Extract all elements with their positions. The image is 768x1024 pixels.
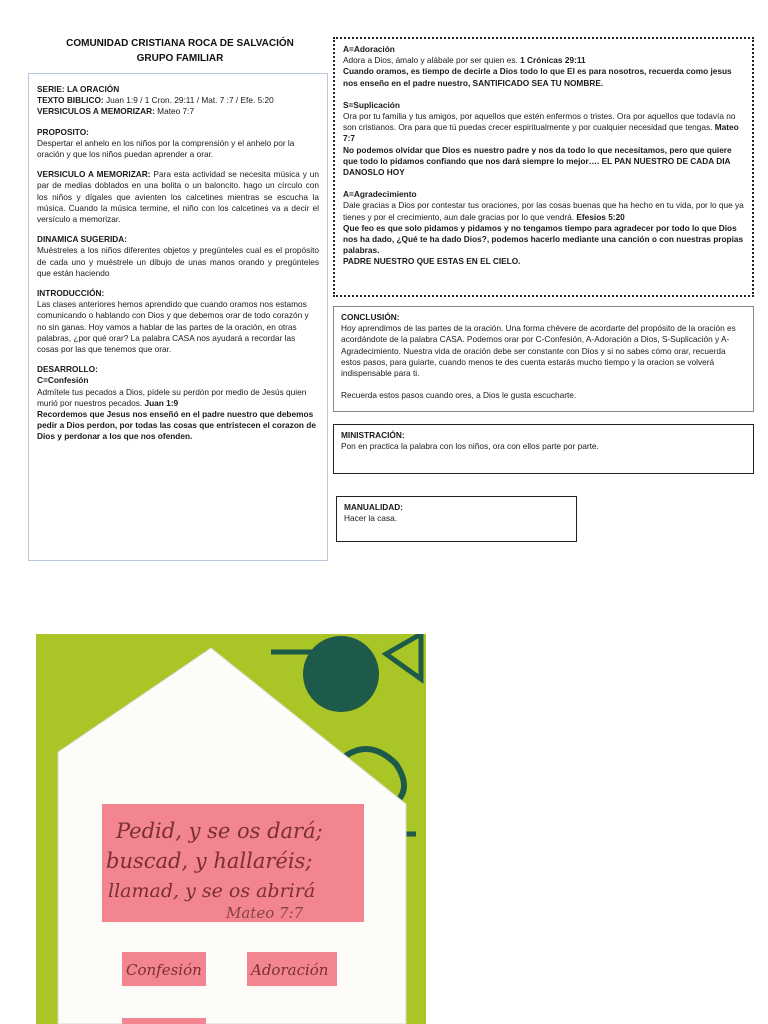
suplicacion-label: S=Suplicación xyxy=(343,99,400,110)
bottom-card xyxy=(122,1018,206,1024)
suplicacion-body: Ora por tu familia y tus amigos, por aquellos que estén enfermos o tristes. Ora por aquellos que todavía no son cristianos. Ora para que tú puedas crecer espiritualmente y por cualquier necesidad que tengas. xyxy=(343,111,736,133)
verse-reference: Mateo 7:7 xyxy=(226,904,304,922)
dinamica-section xyxy=(37,234,319,279)
agradecimiento-bold-text: Que feo es que solo pidamos y pidamos y no tengamos tiempo para agradecer por todo lo que Dios nos ha dado, ¿Qué te ha dado Dios?, podemos hacerlo mediante una canción o con nuestras propias palabras. xyxy=(343,222,744,256)
lesson-left-column xyxy=(28,73,328,561)
conclusion-closing: Recuerda estos pasos cuando ores, a Dios le gusta escucharte. xyxy=(341,390,577,401)
background-circle-shape xyxy=(303,636,379,712)
header-group-name: GRUPO FAMILIAR xyxy=(136,53,224,64)
confesion-bold-text: Recordemos que Jesus nos enseñó en el padre nuestro que debemos pedir a Dios perdon, por todas las cosas que entristecen el corazon de Dios y perdonar a los que nos ofenden. xyxy=(37,409,316,442)
dinamica-text: Muéstreles a los niños diferentes objetos y pregúnteles cual es el propósito de cada uno y muéstrele un dibujo de unas manos orando y pregúnteles que están haciendo xyxy=(37,245,319,278)
introduccion-text: Las clases anteriores hemos aprendido que cuando oramos nos estamos comunicando o hablando con Dios y que debemos orar de todo corazón y no sin ganas. Hoy vamos a hablar de las partes de la oración, en otras palabras, ¿por qué orar? La palabra CASA nos ayudará a recordar las cosas por las que tenemos que orar. xyxy=(37,299,309,355)
manualidad-text: Hacer la casa. xyxy=(344,513,398,524)
desarrollo-section xyxy=(37,364,319,442)
agradecimiento-label: A=Agradecimiento xyxy=(343,189,417,200)
versiculo-memorizar-section xyxy=(37,169,319,225)
confesion-reference: Juan 1:9 xyxy=(144,397,179,408)
suplicacion-bold-text: No podemos olvidar que Dios es nuestro padre y nos da todo lo que necesitamos, pero que quiere que todo lo pidamos confiando que nos dará siempre lo mejor…. EL PAN NUESTRO DE CADA DIA DANOSLO HOY xyxy=(343,144,732,178)
versiculos-memorizar-label: VERSICULOS A MEMORIZAR: xyxy=(37,106,155,117)
padre-nuestro-text: PADRE NUESTRO QUE ESTAS EN EL CIELO. xyxy=(343,256,521,267)
versiculos-memorizar xyxy=(37,106,319,117)
ministracion-box xyxy=(333,424,754,474)
document-header xyxy=(30,36,330,66)
agradecimiento-reference: Efesios 5:20 xyxy=(576,211,625,222)
confesion-label: C=Confesión xyxy=(37,375,89,386)
texto-biblico-label: TEXTO BIBLICO: xyxy=(37,95,104,106)
ministracion-label: MINISTRACIÓN: xyxy=(341,430,405,440)
suplicacion-text xyxy=(343,111,744,145)
agradecimiento-text xyxy=(343,200,744,222)
adoracion-reference: 1 Crónicas 29:11 xyxy=(520,55,586,66)
ministracion-text: Pon en practica la palabra con los niños, ora con ellos parte por parte. xyxy=(341,441,599,452)
confesion-text xyxy=(37,387,319,409)
confesion-card-label: Confesión xyxy=(126,961,202,979)
versiculos-memorizar-value: Mateo 7:7 xyxy=(154,106,195,117)
verse-line-3: llamad, y se os abrirá xyxy=(108,880,316,902)
verse-line-1: Pedid, y se os dará; xyxy=(116,819,323,843)
agradecimiento-body: Dale gracias a Dios por contestar tus oraciones, por las cosas buenas que ha hecho en tu vida, por lo que ya tienes y por el crecimiento, aun dale gracias por lo que vendrá. xyxy=(343,200,744,222)
adoracion-body: Adora a Dios, ámalo y alábale por ser quien es. xyxy=(343,55,521,66)
proposito-section xyxy=(37,127,319,161)
proposito-text: Despertar el anhelo en los niños por la comprensión y el anhelo por la oración y que los niños puedan aprender a orar. xyxy=(37,137,295,160)
conclusion-text: Hoy aprendimos de las partes de la oración. Una forma chévere de acordarte del propósito de la oración es acordándote de la palabra CASA. Podemos orar por C-Confesión, A-Adoración a Dios, S-Suplicación y A-Agradecimiento. Nuestra vida de oración debe ser constante con Dios y si no sabes cómo orar, recuerda estos pasos, para guiarte, cuando menos te des cuenta estarás mucho tiempo y la oracion se volverá indispensable para ti. xyxy=(341,323,736,379)
craft-photo-canvas xyxy=(36,634,426,1024)
manualidad-label: MANUALIDAD: xyxy=(344,502,403,512)
suplicacion-reference: Mateo 7:7 xyxy=(343,122,739,144)
proposito-label: PROPOSITO: xyxy=(37,126,89,137)
introduccion-section xyxy=(37,288,319,355)
confesion-body: Admítele tus pecados a Dios, pídele su perdón por medio de Jesús quien murió por nuestros pecados. xyxy=(37,386,307,408)
introduccion-label: INTRODUCCIÓN: xyxy=(37,288,105,299)
serie-title: SERIE: LA ORACIÓN xyxy=(37,84,120,94)
desarrollo-label: DESARROLLO: xyxy=(37,364,98,375)
lesson-right-dotted-box xyxy=(333,37,754,297)
texto-biblico-value: Juan 1:9 / 1 Cron. 29:11 / Mat. 7 :7 / Efe. 5:20 xyxy=(103,95,274,106)
conclusion-label: CONCLUSIÓN: xyxy=(341,312,400,322)
adoracion-bold-text: Cuando oramos, es tiempo de decirle a Dios todo lo que El es para nosotros, recuerda como jesus nos enseño en el padre nuestro, SANTIFICADO SEA TU NOMBRE. xyxy=(343,66,732,88)
adoracion-label: A=Adoración xyxy=(343,44,395,54)
dinamica-label: DINAMICA SUGERIDA: xyxy=(37,234,128,245)
versiculo-memorizar-label: VERSICULO A MEMORIZAR: xyxy=(37,169,151,180)
manualidad-box xyxy=(336,496,577,542)
conclusion-box xyxy=(333,306,754,412)
versiculo-memorizar-text: Para esta actividad se necesita música y un par de medias doblados en una bolita o un baloncito. hago un círculo con los niños y dígales que avienten los calcetines mientras se escucha la música. Cuando la música termine, el niño con los calcetines va a decir el versículo a memorizar. xyxy=(37,169,320,225)
craft-house-photo xyxy=(36,634,426,1024)
verse-line-2: buscad, y hallaréis; xyxy=(106,849,313,873)
adoracion-text xyxy=(343,55,744,66)
texto-biblico xyxy=(37,95,319,106)
header-church-name: COMUNIDAD CRISTIANA ROCA DE SALVACIÓN xyxy=(66,38,294,49)
adoracion-card-label: Adoración xyxy=(251,961,329,979)
